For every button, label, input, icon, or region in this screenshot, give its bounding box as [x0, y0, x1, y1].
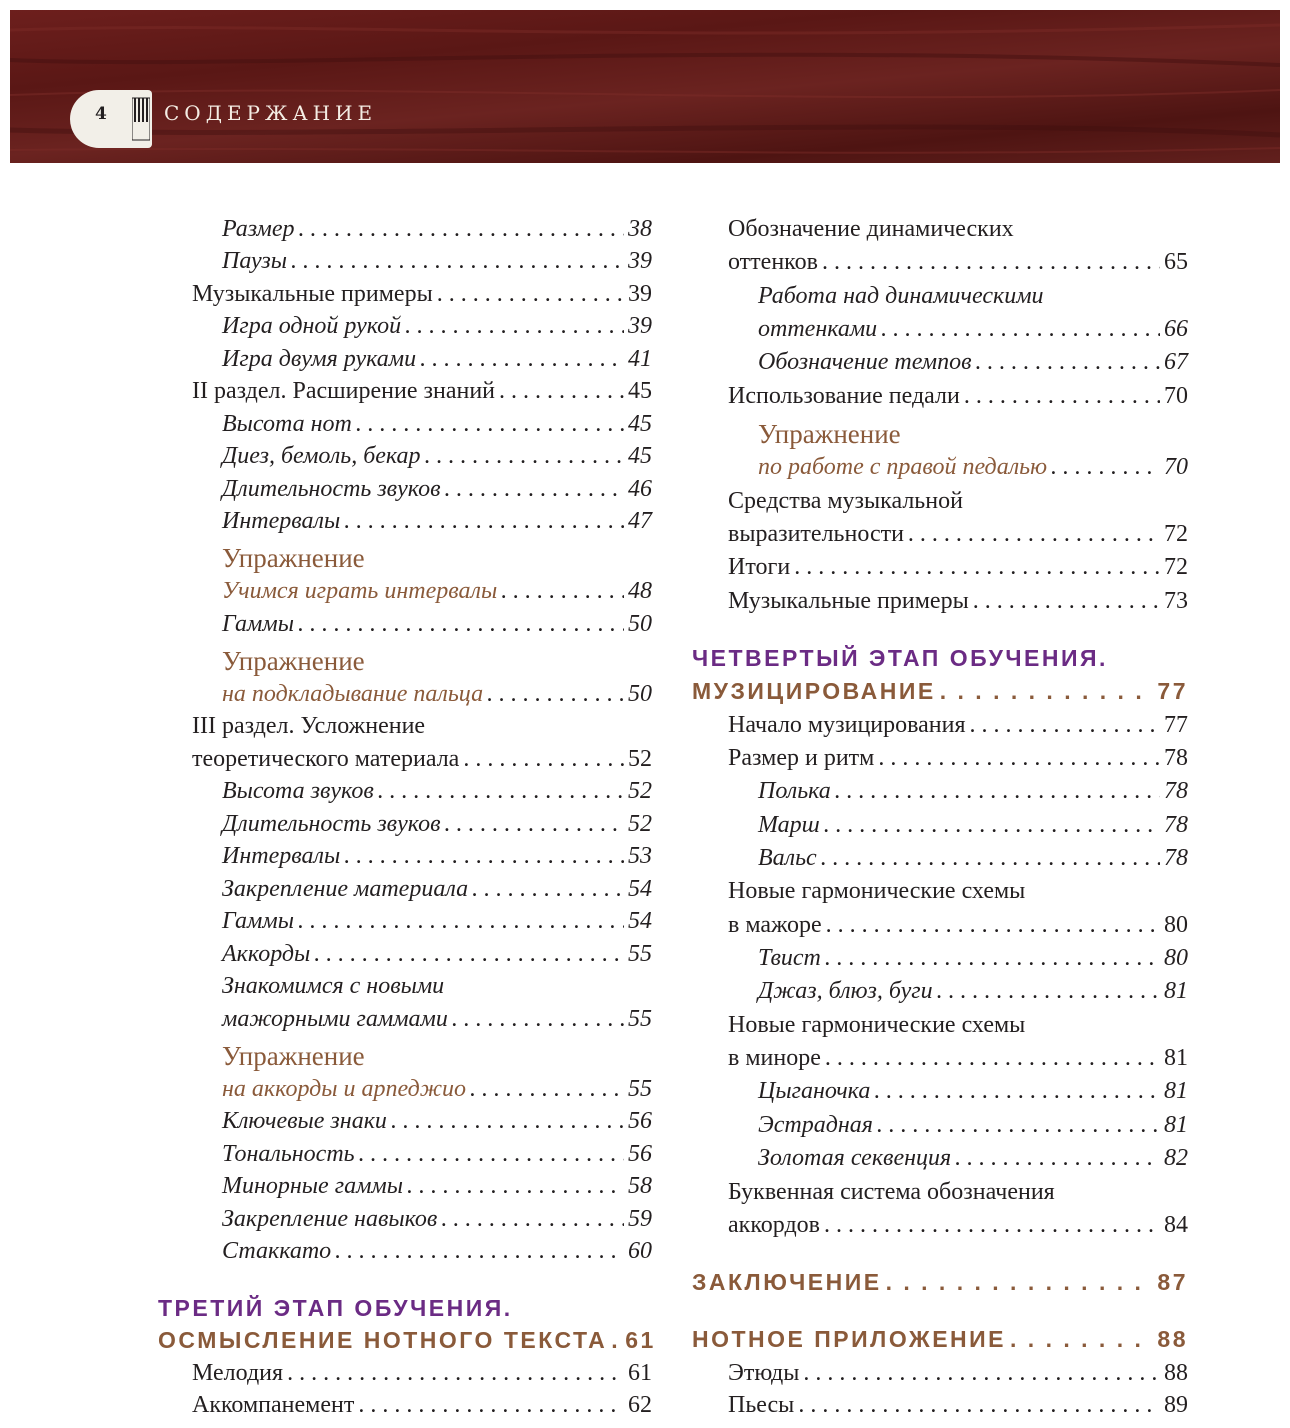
toc-entry-line: Средства музыкальной: [728, 488, 963, 514]
toc-entry: Вальс . . . 78: [758, 843, 1188, 873]
toc-entry: Интервалы . . . 47: [222, 506, 652, 536]
toc-entry: Гаммы . . . 54: [222, 906, 652, 936]
toc-entry: II раздел. Расширение знаний . . . 45: [192, 376, 652, 406]
toc-entry: Минорные гаммы . . . 58: [222, 1171, 652, 1201]
toc-entry: теоретического материала . . . 52: [192, 744, 652, 774]
toc-entry: Закрепление материала . . . 54: [222, 874, 652, 904]
wood-grain-texture: [10, 10, 1280, 163]
toc-entry: Полька . . . 78: [758, 776, 1188, 806]
section-heading: ЗАКЛЮЧЕНИЕ . . . 87: [692, 1267, 1188, 1297]
toc-entry: Стаккато . . . 60: [222, 1236, 652, 1266]
toc-entry: Тональность . . . 56: [222, 1139, 652, 1169]
toc-entry-line: Обозначение динамических: [728, 216, 1014, 242]
toc-entry: Золотая секвенция . . . 82: [758, 1143, 1188, 1173]
toc-entry-line: Новые гармонические схемы: [728, 1012, 1026, 1038]
toc-entry: Мелодия . . . 61: [192, 1358, 652, 1388]
toc-entry: Цыганочка . . . 81: [758, 1076, 1188, 1106]
section-heading: ОСМЫСЛЕНИЕ НОТНОГО ТЕКСТА . . . 61: [158, 1325, 652, 1355]
toc-entry: аккордов . . . 84: [728, 1210, 1188, 1240]
toc-entry: Ключевые знаки . . . 56: [222, 1106, 652, 1136]
toc-entry-exercise: Учимся играть интервалы . . . 48: [222, 576, 652, 606]
toc-entry: Музыкальные примеры . . . 39: [192, 279, 652, 309]
toc-entry-line: Буквенная система обозначения: [728, 1179, 1055, 1205]
toc-entry: Музыкальные примеры . . . 73: [728, 586, 1188, 616]
toc-entry: Закрепление навыков . . . 59: [222, 1204, 652, 1234]
toc-entry: Начало музицирования . . . 77: [728, 710, 1188, 740]
toc-entry: Размер и ритм . . . 78: [728, 743, 1188, 773]
toc-entry: Гаммы . . . 50: [222, 609, 652, 639]
grand-piano-icon: [132, 90, 150, 148]
toc-entry: Итоги . . . 72: [728, 552, 1188, 582]
toc-entry: Высота звуков . . . 52: [222, 776, 652, 806]
toc-entry: Длительность звуков . . . 52: [222, 809, 652, 839]
page-number: 4: [95, 104, 107, 124]
exercise-heading: Упражнение: [222, 1041, 365, 1071]
toc-entry: Обозначение темпов . . . 67: [758, 347, 1188, 377]
toc-entry: Размер . . . 38: [222, 214, 652, 244]
page-title: СОДЕРЖАНИЕ: [164, 101, 378, 125]
toc-entry-exercise: на подкладывание пальца . . . 50: [222, 679, 652, 709]
exercise-heading: Упражнение: [222, 543, 365, 573]
toc-entry: в миноре . . . 81: [728, 1043, 1188, 1073]
toc-entry-exercise: по работе с правой педалью . . . 70: [758, 452, 1188, 482]
toc-entry: оттенками . . . 66: [758, 314, 1188, 344]
section-heading: МУЗИЦИРОВАНИЕ . . . 77: [692, 676, 1188, 706]
toc-entry: оттенков . . . 65: [728, 247, 1188, 277]
toc-entry: Высота нот . . . 45: [222, 409, 652, 439]
toc-entry-line: Знакомимся с новыми: [222, 973, 445, 999]
exercise-heading: Упражнение: [222, 646, 365, 676]
toc-entry: Длительность звуков . . . 46: [222, 474, 652, 504]
toc-entry: Марш . . . 78: [758, 810, 1188, 840]
toc-entry: в мажоре . . . 80: [728, 910, 1188, 940]
toc-entry-exercise: на аккорды и арпеджио . . . 55: [222, 1074, 652, 1104]
toc-entry: Паузы . . . 39: [222, 246, 652, 276]
toc-entry: Пьесы . . . 89: [728, 1390, 1188, 1420]
toc-entry: Игра двумя руками . . . 41: [222, 344, 652, 374]
toc-entry: Твист . . . 80: [758, 943, 1188, 973]
section-heading-line: ТРЕТИЙ ЭТАП ОБУЧЕНИЯ.: [158, 1295, 513, 1321]
toc-entry-line: Новые гармонические схемы: [728, 878, 1026, 904]
toc-entry: Интервалы . . . 53: [222, 841, 652, 871]
toc-entry: мажорными гаммами . . . 55: [222, 1004, 652, 1034]
toc-entry: Этюды . . . 88: [728, 1358, 1188, 1388]
toc-entry: Игра одной рукой . . . 39: [222, 311, 652, 341]
toc-entry: Аккомпанемент . . . 62: [192, 1390, 652, 1420]
exercise-heading: Упражнение: [758, 419, 901, 449]
section-heading: НОТНОЕ ПРИЛОЖЕНИЕ . . . 88: [692, 1324, 1188, 1354]
toc-entry: Использование педали . . . 70: [728, 381, 1188, 411]
chapter-header-band: [10, 10, 1280, 163]
toc-entry: Эстрадная . . . 81: [758, 1110, 1188, 1140]
toc-entry: выразительности . . . 72: [728, 519, 1188, 549]
toc-entry: Диез, бемоль, бекар . . . 45: [222, 441, 652, 471]
toc-entry: Аккорды . . . 55: [222, 939, 652, 969]
toc-entry-line: Работа над динамическими: [758, 283, 1044, 309]
section-heading-line: ЧЕТВЕРТЫЙ ЭТАП ОБУЧЕНИЯ.: [692, 645, 1108, 671]
toc-entry-line: III раздел. Усложнение: [192, 713, 426, 739]
toc-entry: Джаз, блюз, буги . . . 81: [758, 976, 1188, 1006]
